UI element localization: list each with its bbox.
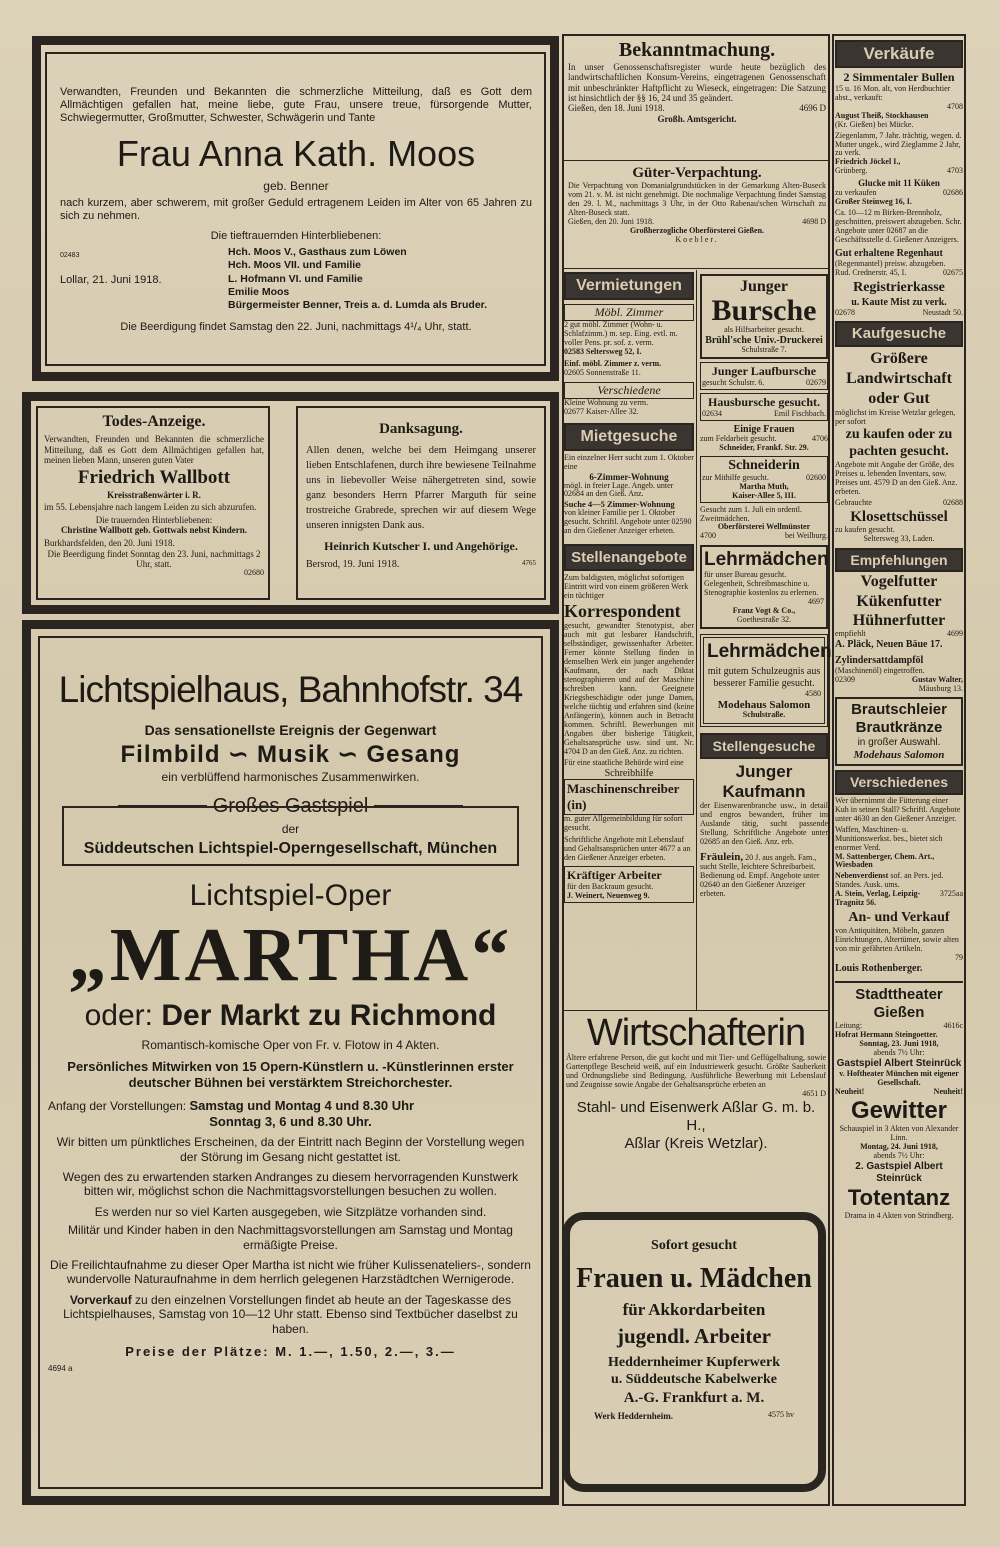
kasse: Registrierkasse xyxy=(853,279,945,295)
kino-triad-sub: ein verblüffend harmonisches Zusammenwirken. xyxy=(161,769,420,784)
theater-gast2: 2. Gastspiel Albert Steinrück xyxy=(855,1161,943,1185)
fm-firm3: A.-G. Frankfurt a. M. xyxy=(623,1389,765,1406)
obituary-mourner: L. Hofmann VI. und Familie xyxy=(228,272,363,285)
frauen-name: Schneider, Frankf. Str. 29. xyxy=(719,442,809,452)
gueter-date: Gießen, den 20. Juni 1918. xyxy=(568,216,654,226)
obituary-place-date: Lollar, 21. Juni 1918. xyxy=(60,274,162,287)
nebenverdienst: Nebenverdienst xyxy=(835,871,889,881)
obituary-funeral: Die Beerdigung findet Samstag den 22. Juni, nachmittags 4¹/₄ Uhr, statt. xyxy=(120,320,472,333)
mietges-text3: von kleiner Familie per 1. Oktober gesucht. Schriftl. Angebote unter 02590 an den Gießener Anzeiger erbeten. xyxy=(564,508,692,536)
mietges-bold2: Suche 4—5 Zimmer-Wohnung xyxy=(564,499,675,510)
kaufges-big2: zu kaufen oder zu pachten gesucht. xyxy=(845,427,953,460)
col3 xyxy=(835,40,963,1220)
an-code: 79 xyxy=(955,952,963,962)
bursche-big: Bursche xyxy=(711,294,817,327)
verschiedene-header: Verschiedene xyxy=(564,382,694,399)
maschinenschreiber: Maschinenschreiber (in) xyxy=(564,779,694,815)
zyl-code: 02309 xyxy=(835,674,855,684)
theater-time1: abends 7½ Uhr: xyxy=(873,1047,925,1057)
kino-times-label: Anfang der Vorstellungen: xyxy=(48,1099,187,1114)
kaufges-big: Größere Landwirtschaft oder Gut xyxy=(846,350,952,408)
haus-name: Emil Fischbach. xyxy=(774,408,826,418)
bursche-addr: Schulstraße 7. xyxy=(741,344,787,354)
junger-kaufmann: Junger Kaufmann xyxy=(722,762,806,802)
gueter-name: Koebler. xyxy=(675,234,719,244)
an-text: von Antiquitäten, Möbeln, ganzen Einrichtungen, Altertümer, sowie alten von mir gefährten Artikeln. xyxy=(835,926,959,953)
korrespondent: Korrespondent xyxy=(564,601,681,622)
kino-code: 4694 a xyxy=(48,1363,73,1373)
todes-code: 02680 xyxy=(244,568,264,578)
todes-text2: im 55. Lebensjahre nach langem Leiden zu sich abzurufen. xyxy=(44,502,257,513)
kino-tagline: Das sensationellste Ereignis der Gegenwart xyxy=(144,722,437,739)
kino-times-2: Sonntag 3, 6 und 8.30 Uhr. xyxy=(209,1113,372,1129)
waffen: Waffen, Maschinen- u. Munitionswerkst. bes., bietet sich enormer Verd. xyxy=(835,824,943,852)
theater-neu: Neuheit! xyxy=(835,1086,865,1096)
theater-date2: Montag, 24. Juni 1918, xyxy=(860,1142,938,1152)
todes-name: Friedrich Wallbott xyxy=(77,467,231,489)
obituary-text: nach kurzem, aber schwerem, mit großer Geduld ertragenem Leiden im Alter von 65 Jahren zu sich zu nehmen. xyxy=(60,197,532,223)
kasse-text: u. Kaute Mist zu verk. xyxy=(851,296,947,308)
zweit-text: Gesucht zum 1. Juli ein ordentl. Zweitmädchen. xyxy=(700,504,802,523)
theater-leitung: Leitung: xyxy=(835,1020,863,1030)
fm-big: Frauen u. Mädchen xyxy=(576,1262,812,1294)
regen: Gut erhaltene Regenhaut xyxy=(835,247,943,259)
kino-prices: Preise der Plätze: M. 1.—, 1.50, 2.—, 3.— xyxy=(125,1344,456,1359)
dank-title: Danksagung. xyxy=(379,421,463,437)
kino-der: der xyxy=(281,822,300,837)
kino-p6: zu den einzelnen Vorstellungen findet ab heute an der Tageskasse des Lichtspielhauses, Samstag von 10—12 Uhr statt. Ebenso sind Textbücher daselbst zu haben. xyxy=(63,1292,518,1336)
obituary-mourner: Hch. Moos V., Gasthaus zum Löwen xyxy=(228,245,407,258)
haus-code: 02634 xyxy=(702,408,722,418)
gueter-signer: Großherzogliche Oberförsterei Gießen. xyxy=(629,225,765,235)
lehr2-code: 4580 xyxy=(805,689,821,699)
stellang-text3: m. guter Allgemeinbildung für sofort gesucht. xyxy=(564,814,683,833)
regen-addr: Rud. Crednerstr. 45, I. xyxy=(835,267,907,277)
lauf-code: 02679 xyxy=(806,377,826,387)
kasse-code: 02678 xyxy=(835,307,855,317)
wirt-code: 4651 D xyxy=(802,1088,826,1098)
zyl-name: Gustav Walter, xyxy=(911,674,963,684)
theater-code: 4616c xyxy=(943,1020,963,1030)
lehr2-text: mit gutem Schulzeugnis aus besserer Familie gesucht. xyxy=(707,666,821,690)
schneiderin: Schneiderin xyxy=(728,457,800,473)
stellang-text4: Schriftliche Angebote mit Lebenslauf und Gehaltsansprüchen unter 4677 a an den Gießener Anzeiger erbeten. xyxy=(564,835,691,863)
birke: Ca. 10—12 m Birken-Brennholz, geschnitten, preiswert abzugeben. Schr. Angebote unter 02687 an die Geschäftsstelle d. Gießener Anzeigers. xyxy=(835,208,962,244)
neben-code: 3725aa xyxy=(939,889,963,899)
todes-title: Todes-Anzeige. xyxy=(102,413,206,430)
obituary-mourner: Bürgermeister Benner, Treis a. d. Lumda als Bruder. xyxy=(228,299,488,312)
wirtschafterin-title: Wirtschafterin xyxy=(586,1012,806,1054)
zylinder: Zylindersattdampföl xyxy=(835,654,924,666)
schneiderin-code: 02600 xyxy=(806,472,826,482)
bekanntmachung xyxy=(568,38,826,124)
moebl-zimmer-header: Möbl. Zimmer xyxy=(564,304,694,321)
empfehlungen-header: Empfehlungen xyxy=(835,548,963,573)
totentanz: Totentanz xyxy=(847,1185,951,1211)
fm-werk: Werk Heddernheim. xyxy=(594,1410,673,1421)
neben-name: A. Stein, Verlag, Leipzig-Tragnitz 56. xyxy=(835,889,921,908)
wirt-text: Ältere erfahrene Person, die gut kocht und mit Tier- und Geflügelhaltung, sowie Gartenpflege Bescheid weiß, auf ein Industriewerk gesucht. Größte Sauberkeit und Ordnungsliebe sind Bedingung. Ausführliche Bewerbung mit Lebenslauf und Zeugnisse sowie Angabe der Gehaltsansprüche erbeten an xyxy=(566,1052,826,1089)
todes-text: Verwandten, Freunden und Bekannten die schmerzliche Mitteilung, daß es Gott dem Allmächtigen gefallen hat, meinen lieben Mann, unseren guten Vater xyxy=(44,434,264,465)
fm-code: 4575 hv xyxy=(768,1409,794,1419)
ziegen-code: 4703 xyxy=(947,166,963,176)
verm-ad: 2 gut möbl. Zimmer (Wohn- u. Schlafzimm.) m. sep. Eing. evtl. m. voller Pens. pr. sof. z. verm. xyxy=(564,320,678,347)
bullen: 2 Simmentaler Bullen xyxy=(843,70,955,85)
kaufges-gebr: Gebrauchte xyxy=(835,497,872,507)
mietges-text: Ein einzelner Herr sucht zum 1. Oktober eine xyxy=(564,452,694,471)
kraeftig-sig: J. Weinert, Neuenweg 9. xyxy=(567,891,650,901)
stellang-text: gesucht, gewandter Stenotypist, aber auch mit gut lesbarer Handschrift, selbständiger, gewissenhafter Arbeiter. Ferner könnte Stellung finden in demselben Werk ein junger angehender Kaufmann, der nach Diktat stenographieren und auf der Maschine schreiben kann. Geeignete Kriegsbeschädigte oder junge Damen, welche tüchtig und erfahren sind (keine Anfängerin), können auch in Betracht kommen. Schriftl. Bewerbungen mit Angaben über bisherige Tätigkeit, Gehaltsansprüche usw. sind unt. Nr. 4704 D an den Gieß. Anz. zu richten. xyxy=(564,621,694,756)
kino-oder: oder: xyxy=(84,998,153,1032)
todes-place-date: Burkhardsfelden, den 20. Juni 1918. xyxy=(44,538,175,549)
fraeulein: Fräulein, xyxy=(700,850,744,863)
schneiderin-text: zur Mithilfe gesucht. xyxy=(702,472,769,482)
frauen-maedchen-ad xyxy=(574,1238,814,1421)
dank-signature: Heinrich Kutscher I. und Angehörige. xyxy=(324,539,518,554)
dank-code: 4765 xyxy=(522,558,536,567)
kraeftig-arbeiter: Kräftiger Arbeiter xyxy=(567,868,662,883)
gueter-title: Güter-Verpachtung. xyxy=(632,165,762,181)
kino-p5: Die Freilichtaufnahme zu dieser Oper Martha ist nicht wie früher Kulissenateliers-, sondern wundervolle Naturaufnahme in dem herrlich gelegenen Harzstädtchen Wernigerode. xyxy=(50,1258,531,1287)
fm-sofort: Sofort gesucht xyxy=(651,1238,737,1253)
bursche-text: als Hilfsarbeiter gesucht. xyxy=(724,325,804,334)
kino-ad: Lichtspielhaus, Bahnhofstr. 34 Das sensationellste Ereignis der Gegenwart Filmbild ∽ Musik ∽ Gesang ein verblüffend harmonisches Zusammenwirken. Großes Gastspiel der Süddeutschen Lichtspiel-Operngesellschaft, München Lichtspiel-Oper „MARTHA“ oder: Der Markt zu Richmond Romantisch-komische Oper von Fr. v. Flotow in 4 Akten. Persönliches Mitwirken von 15 Opern-Künstlern u. -Künstlerinnen erster deutscher Bühnen bei verstärktem Streichorchester. Anfang der Vorstellungen: Samstag und Montag 4 und 8.30 Uhr Sonntag 3, 6 und 8.30 Uhr. Wir bitten um pünktliches Erscheinen, da der Eintritt nach Beginn der Vorstellung wegen der Störung im Gesang nicht gestattet ist. Wegen des zu erwartenden starken Andranges zu diesem hervorragenden Kunstwerk bitten wir, möglichst schon die Nachmittagsvorstellungen besuchen zu wollen. Es werden nur so viel Karten ausgegeben, wie Sitzplätze vorhanden sind. Militär und Kinder haben in den Nachmittagsvorstellungen am Samstag und Montag ermäßigte Preise. Die Freilichtaufnahme zu dieser Oper Martha ist nicht wie früher Kulissenateliers-, sondern wundervolle Naturaufnahme in dem herrlich gelegenen Harzstädtchen Wernigerode. Vorverkauf zu den einzelnen Vorstellungen findet ab heute an der Tageskasse des Lichtspielhauses, Samstag von 10—12 Uhr statt. Ebenso sind Textbücher daselbst zu haben. Preise der Plätze: M. 1.—, 1.50, 2.—, 3.— 4694 a xyxy=(48,668,533,1373)
brautkraenze: Brautkränze xyxy=(855,718,943,736)
theater-gast: Gastspiel Albert Steinrück xyxy=(836,1057,962,1069)
glucke-addr: Großer Steinweg 16, I. xyxy=(835,197,912,207)
lehrmaedchen-1: Lehrmädchen xyxy=(704,549,829,571)
mietgesuche-header: Mietgesuche xyxy=(564,423,694,451)
verkaeufe-header: Verkäufe xyxy=(835,40,963,68)
wirt-firm: Stahl- und Eisenwerk Aßlar G. m. b. H., xyxy=(576,1098,816,1134)
kaufges-code: 02688 xyxy=(943,497,963,507)
an-verkauf: An- und Verkauf xyxy=(848,910,950,926)
lehr1-code: 4697 xyxy=(808,597,824,607)
kino-p1: Wir bitten um pünktliches Erscheinen, da der Eintritt nach Beginn der Vorstellung wegen der Störung im Gesang nicht gestattet ist. xyxy=(56,1135,525,1164)
zweit-code: 4700 xyxy=(700,531,716,541)
bekannt-date: Gießen, den 18. Juni 1918. xyxy=(568,103,665,114)
lehrmaedchen-2: Lehrmädchen xyxy=(707,641,832,663)
zweit-place: bei Weilburg. xyxy=(784,531,828,541)
kaufges-text3: zu kaufen gesucht. xyxy=(835,524,895,534)
lehr1-text: für unser Bureau gesucht. Gelegenheit, Schreibmaschine u. Stenographie kostenlos zu erlernen. xyxy=(704,570,819,598)
gueter-code: 4698 D xyxy=(802,216,826,226)
todes-role: Kreisstraßenwärter i. R. xyxy=(107,490,201,501)
kino-p3: Es werden nur so viel Karten ausgegeben, wie Sitzplätze vorhanden sind. xyxy=(94,1204,487,1219)
theater-gast-text: v. Hoftheater München mit eigener Gesellschaft. xyxy=(839,1068,959,1087)
stellang-text2: Für eine staatliche Behörde wird eine xyxy=(564,758,684,768)
zyl-addr: Mäusburg 13. xyxy=(918,683,963,693)
kino-title: Lichtspielhaus, Bahnhofstr. 34 xyxy=(58,669,523,710)
kino-composer: Romantisch-komische Oper von Fr. v. Flotow in 4 Akten. xyxy=(141,1037,440,1052)
kuekenfutter: Kükenfutter xyxy=(856,592,942,610)
kino-vorverkauf-label: Vorverkauf xyxy=(69,1292,132,1307)
glucke-code: 02686 xyxy=(943,188,963,198)
obituary-mourners-label: Die tieftrauernden Hinterbliebenen: xyxy=(210,229,382,242)
regen-code: 02675 xyxy=(943,267,963,277)
stellges-text: der Eisenwarenbranche usw., in detail und engros bewandert, früher im Auslande tätig, sucht passende Stellung. Schriftliche Angebote unter 02685 an den Gieß. Anz. erb. xyxy=(700,801,828,846)
dank-place-date: Bersrod, 19. Juni 1918. xyxy=(306,558,400,570)
bullen-text: 15 u. 16 Mon. alt, von Herdbuchtier abst., verkauft: xyxy=(835,83,951,102)
obituary-mourner: Hch. Moos VII. und Familie xyxy=(228,259,362,272)
stellenangebote-header: Stellenangebote xyxy=(564,544,694,571)
mietges-bold: 6-Zimmer-Wohnung xyxy=(589,471,669,482)
empf-name: A. Pläck, Neuen Bäue 17. xyxy=(835,638,943,650)
kino-company: Süddeutschen Lichtspiel-Operngesellschaft, München xyxy=(83,839,498,857)
theater-title: Stadttheater Gießen xyxy=(855,985,943,1021)
kaufges-text: möglichst im Kreise Wetzlar gelegen, per sofort xyxy=(835,408,956,427)
obituary-moos xyxy=(60,86,532,334)
theater-neu: Neuheit! xyxy=(933,1086,963,1096)
bursche-firm: Brühl'sche Univ.-Druckerei xyxy=(705,334,823,346)
lehr2-firm: Modehaus Salomon xyxy=(717,699,811,712)
waffen-name: M. Sattenberger, Chem. Art., Wiesbaden xyxy=(835,851,935,870)
gueter-verpachtung xyxy=(568,164,826,245)
bekannt-code: 4696 D xyxy=(799,103,826,114)
bullen-place: (Kr. Gießen) bei Mücke. xyxy=(835,119,914,129)
kino-triad-item: Filmbild xyxy=(120,741,221,769)
wirt-place: Aßlar (Kreis Wetzlar). xyxy=(624,1134,768,1152)
kasse-addr: Neustadt 50. xyxy=(922,307,963,317)
frauen-text: zum Feldarbeit gesucht. xyxy=(700,433,777,443)
kaufgesuche-header: Kaufgesuche xyxy=(835,321,963,347)
gewitter: Gewitter xyxy=(850,1096,948,1124)
glucke-text: zu verkaufen xyxy=(835,188,877,198)
laufbursche: Junger Laufbursche xyxy=(711,363,817,378)
stellengesuche-header: Stellengesuche xyxy=(700,733,828,759)
brautschleier: Brautschleier xyxy=(851,700,947,718)
bullen-name: August Theiß, Stockhausen xyxy=(835,110,929,120)
zweit-name: Oberförsterei Wellmünster xyxy=(717,522,811,532)
schneiderin-addr: Kaiser-Allee 5, III. xyxy=(732,490,796,500)
kraeftig-text: für den Backraum gesucht. xyxy=(567,882,654,892)
theater-director: Hofrat Hermann Steingoetter. xyxy=(835,1029,938,1039)
theater-date1: Sonntag, 23. Juni 1918, xyxy=(859,1038,939,1048)
regen-text: (Regenmantel) preisw. abzugeben. xyxy=(835,258,946,268)
klosettschuessel: Klosettschüssel xyxy=(850,508,948,525)
kino-subtitle: Der Markt zu Richmond xyxy=(161,998,497,1032)
kino-triad-item: Musik xyxy=(256,741,330,769)
lehr2-addr: Schulstraße. xyxy=(742,710,786,720)
todes-mourners: Christine Wallbott geb. Gottwals nebst Kindern. xyxy=(60,525,248,536)
lauf-text: gesucht Schulstr. 6. xyxy=(702,377,765,387)
empf-text: empfiehlt xyxy=(835,629,866,639)
verm-ad: 02583 Seltersweg 52, I. xyxy=(564,346,642,356)
danksagung xyxy=(306,420,536,571)
todes-mourners-label: Die trauernden Hinterbliebenen: xyxy=(95,514,213,525)
verm-ad: Kleine Wohnung zu verm. xyxy=(564,397,649,407)
kino-p2: Wegen des zu erwartenden starken Andranges zu diesem hervorragenden Kunstwerk bitten wir, möglichst schon die Nachmittagsvorstellungen besuchen zu wollen. xyxy=(62,1170,519,1199)
bekannt-text: In unser Genossenschaftsregister wurde heute bezüglich des landwirtschaftlichen Konsum-Vereins, eingetragenen Genossenschaft mit unbeschränkter Haftpflicht zu Wieseck, eingetragen: Die Satzung ist hinsichtlich der §§ 16, 24 und 35 geändert. xyxy=(568,62,826,104)
ziegen-name: Friedrich Jöckel I., xyxy=(835,157,901,167)
obituary-name: Frau Anna Kath. Moos xyxy=(116,132,476,174)
mietges-text2: mögl. in freier Lage. Angeb. unter 02684 an den Gieß. Anz. xyxy=(564,480,674,499)
kino-cast: Persönliches Mitwirken von 15 Opern-Künstlern u. -Künstlerinnen erster deutscher Bühnen bei verstärktem Streichorchester. xyxy=(67,1058,514,1090)
verm-ad: 02677 Kaiser-Allee 32. xyxy=(564,406,639,416)
dank-text: Allen denen, welche bei dem Heimgang unserer lieben Entschlafenen, durch ihre bewiesene Teilnahme uns in liebevoller Weise nähergetreten sind, sowie ganz besonders Herrn Pfarrer Marguth für seine trostreiche Grabrede, sprechen wir auf diesem Wege unseren innigsten Dank aus. xyxy=(306,445,536,531)
stellang-intro: Zum baldigsten, möglichst sofortigen Eintritt wird von einem größeren Werk ein tüchtiger xyxy=(564,573,689,601)
todes-funeral: Die Beerdigung findet Sonntag den 23. Juni, nachmittags 2 Uhr, statt. xyxy=(47,548,261,570)
gewitter-text: Schauspiel in 3 Akten von Alexander Linn. xyxy=(839,1124,959,1143)
kaufges-text2: Angebote mit Angabe der Größe, des Preises u. lebenden Inventars, sow. Preises unt. 4579 D an den Gieß. Anz. erbeten. xyxy=(835,459,958,496)
frauen-code: 4706 xyxy=(812,433,828,443)
hausbursche: Hausbursche gesucht. xyxy=(707,394,820,409)
versch-text: Wer übernimmt die Fütterung einer Kuh in seinen Stall? Schriftl. Angebote unter 4630 an den Gießener Anzeiger. xyxy=(835,795,961,823)
neben-text: sof. an Pers. jed. Standes. Ausk. ums. xyxy=(835,871,944,890)
gueter-text: Die Verpachtung von Domanialgrundstücken in der Gemarkung Alten-Buseck vom 21. v. M. ist nicht genehmigt. Die nochmalige Verpachtung findet Samstag den 29. l. M., nachmittags 3 Uhr, in der Otto Rabenau'schen Wirtschaft zu Alten-Buseck statt. xyxy=(568,181,826,217)
fm-firm1: Heddernheimer Kupferwerk xyxy=(608,1355,780,1371)
kino-p4: Militär und Kinder haben in den Nachmittagsvorstellungen am Samstag und Montag ermäßigte Preise. xyxy=(68,1223,513,1252)
huehnerfutter: Hühnerfutter xyxy=(852,611,946,629)
fm-jug: jugendl. Arbeiter xyxy=(617,1324,771,1349)
kino-gastspiel: Großes Gastspiel xyxy=(212,795,369,818)
verm-ad: Einf. möbl. Zimmer z. verm. xyxy=(564,358,662,368)
todes-anzeige xyxy=(44,412,264,578)
col2-right xyxy=(700,274,832,899)
empf-code: 4699 xyxy=(947,629,963,639)
an-name: Louis Rothenberger. xyxy=(835,962,923,974)
wirtschafterin xyxy=(566,1014,826,1153)
theater-time2: abends 7½ Uhr: xyxy=(873,1151,925,1161)
glucke: Glucke mit 11 Küken xyxy=(858,178,940,189)
vermietungen-header: Vermietungen xyxy=(564,272,694,300)
verm-ad: 02605 Sonnenstraße 11. xyxy=(564,367,641,377)
ziegen-place: Grünberg. xyxy=(835,166,868,176)
obituary-intro: Verwandten, Freunden und Bekannten die schmerzliche Mitteilung, daß es Gott dem Allmächtigen gefallen hat, meine liebe, gute Frau, unsere treue, fürsorgende Mutter, Schwiegermutter, Großmutter, Schwester, Schwägerin und Tante xyxy=(60,86,532,125)
obituary-code: 02483 xyxy=(60,251,80,259)
lehr1-firm: Franz Vogt & Co., xyxy=(732,606,796,616)
kino-times-1: Samstag und Montag 4 und 8.30 Uhr xyxy=(189,1098,415,1114)
vogelfutter: Vogelfutter xyxy=(860,573,938,591)
fraeulein-text: 20 J. aus angeh. Fam., sucht Stelle, leichtere Schreibarbeit. Bedienung od. Empf. Angebote unter 02640 an den Gießener Anzeiger erbeten. xyxy=(700,852,820,898)
verschiedenes-header: Verschiedenes xyxy=(835,770,963,795)
col2-left xyxy=(564,272,694,903)
fm-firm2: u. Süddeutsche Kabelwerke xyxy=(610,1372,778,1388)
kino-oper: Lichtspiel-Oper xyxy=(189,878,392,912)
kino-martha: „MARTHA“ xyxy=(68,912,513,997)
bullen-code: 4708 xyxy=(947,101,963,111)
obituary-mourner: Emilie Moos xyxy=(228,286,290,299)
kaufges-addr: Seltersweg 33, Laden. xyxy=(863,533,935,543)
lehr1-addr: Goethestraße 32. xyxy=(736,615,792,625)
obituary-born: geb. Benner xyxy=(263,178,329,193)
braut-auswahl: in großer Auswahl. xyxy=(857,736,941,748)
bursche-junger: Junger xyxy=(740,278,788,295)
zyl-text: (Maschinenöl) eingetroffen. xyxy=(835,665,925,675)
ziegen: Ziegenlamm, 7 Jahr. trächtig, wegen. d. Mutter ungek., wird Zieglamme 2 Jahr, zu verk. xyxy=(835,130,962,158)
braut-firm: Modehaus Salomon xyxy=(853,748,945,761)
bekannt-title: Bekanntmachung. xyxy=(618,39,776,61)
frauen-title: Einige Frauen xyxy=(733,423,795,435)
kino-triad-item: Gesang xyxy=(366,741,461,769)
schneiderin-name: Martha Muth, xyxy=(739,481,789,491)
totentanz-text: Drama in 4 Akten von Strindberg. xyxy=(844,1210,954,1220)
schreibhilfe: Schreibhilfe xyxy=(604,768,654,780)
fm-fuer: für Akkordarbeiten xyxy=(622,1299,766,1319)
bekannt-signer: Großh. Amtsgericht. xyxy=(657,113,737,124)
